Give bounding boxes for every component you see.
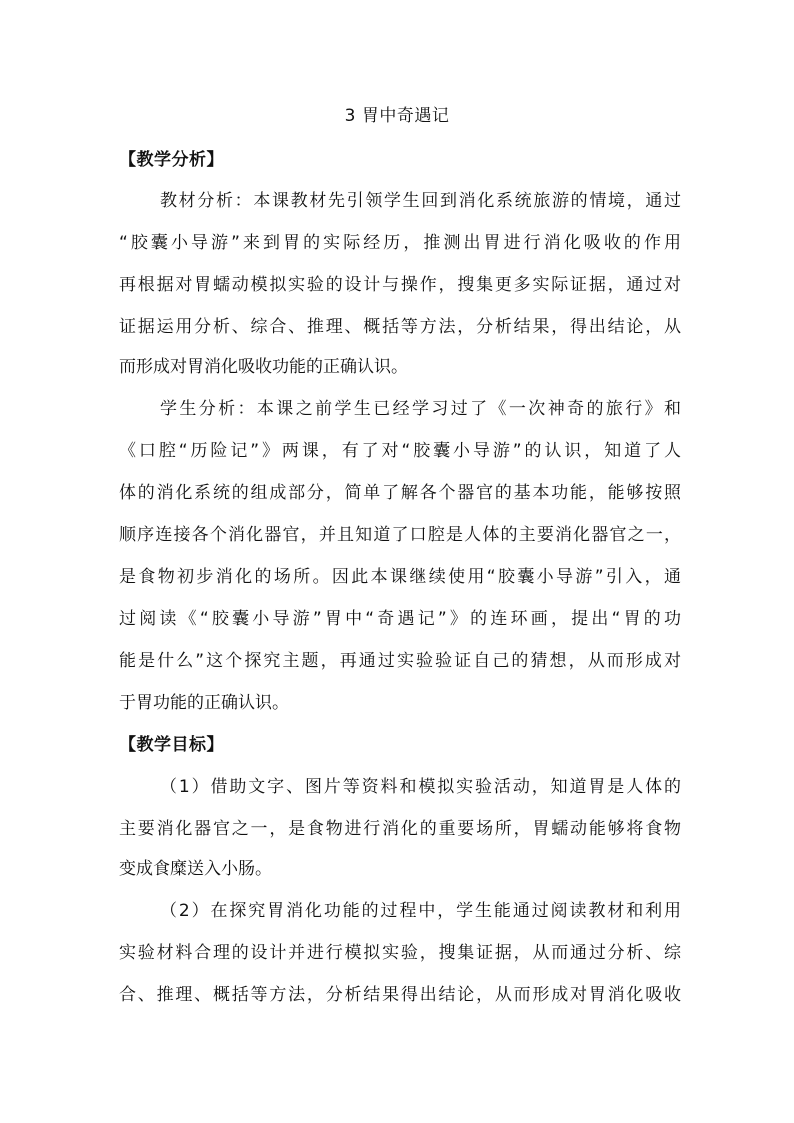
paragraph-line: 是食物初步消化的场所。因此本课继续使用“胶囊小导游”引入，通	[119, 567, 681, 587]
paragraph-line: 学生分析：本课之前学生已经学习过了《一次神奇的旅行》和	[160, 399, 681, 419]
paragraph-line: 主要消化器官之一，是食物进行消化的重要场所，胃蠕动能够将食物	[119, 819, 681, 839]
paragraph-line: 实验材料合理的设计并进行模拟实验，搜集证据，从而通过分析、综	[119, 943, 681, 963]
section-heading-objectives: 【教学目标】	[119, 735, 224, 755]
paragraph-line: 而形成对胃消化吸收功能的正确认识。	[119, 357, 408, 377]
paragraph-line: 《口腔“历险记”》两课，有了对“胶囊小导游”的认识，知道了人	[119, 441, 681, 461]
paragraph-line: 于胃功能的正确认识。	[119, 693, 289, 713]
paragraph-line: 体的消化系统的组成部分，简单了解各个器官的基本功能，能够按照	[119, 483, 681, 503]
paragraph-line: 过阅读《“胶囊小导游”胃中“奇遇记”》的连环画，提出“胃的功	[119, 609, 681, 629]
paragraph-line: 变成食糜送入小肠。	[119, 859, 272, 879]
paragraph-line: 能是什么”这个探究主题，再通过实验验证自己的猜想，从而形成对	[119, 651, 681, 671]
document-title: 3 胃中奇遇记	[344, 106, 450, 126]
paragraph-line: 证据运用分析、综合、推理、概括等方法，分析结果，得出结论，从	[119, 317, 681, 337]
section-heading-analysis: 【教学分析】	[119, 150, 224, 170]
paragraph-line: 教材分析：本课教材先引领学生回到消化系统旅游的情境，通过	[160, 191, 681, 211]
paragraph-line: 再根据对胃蠕动模拟实验的设计与操作，搜集更多实际证据，通过对	[119, 275, 681, 295]
paragraph-line: “胶囊小导游”来到胃的实际经历，推测出胃进行消化吸收的作用	[119, 233, 681, 253]
paragraph-line: 顺序连接各个消化器官，并且知道了口腔是人体的主要消化器官之一，	[119, 525, 681, 545]
paragraph-line: （1）借助文字、图片等资料和模拟实验活动，知道胃是人体的	[160, 777, 681, 797]
paragraph-line: 合、推理、概括等方法，分析结果得出结论，从而形成对胃消化吸收	[119, 985, 681, 1005]
paragraph-line: （2）在探究胃消化功能的过程中，学生能通过阅读教材和利用	[160, 901, 681, 921]
